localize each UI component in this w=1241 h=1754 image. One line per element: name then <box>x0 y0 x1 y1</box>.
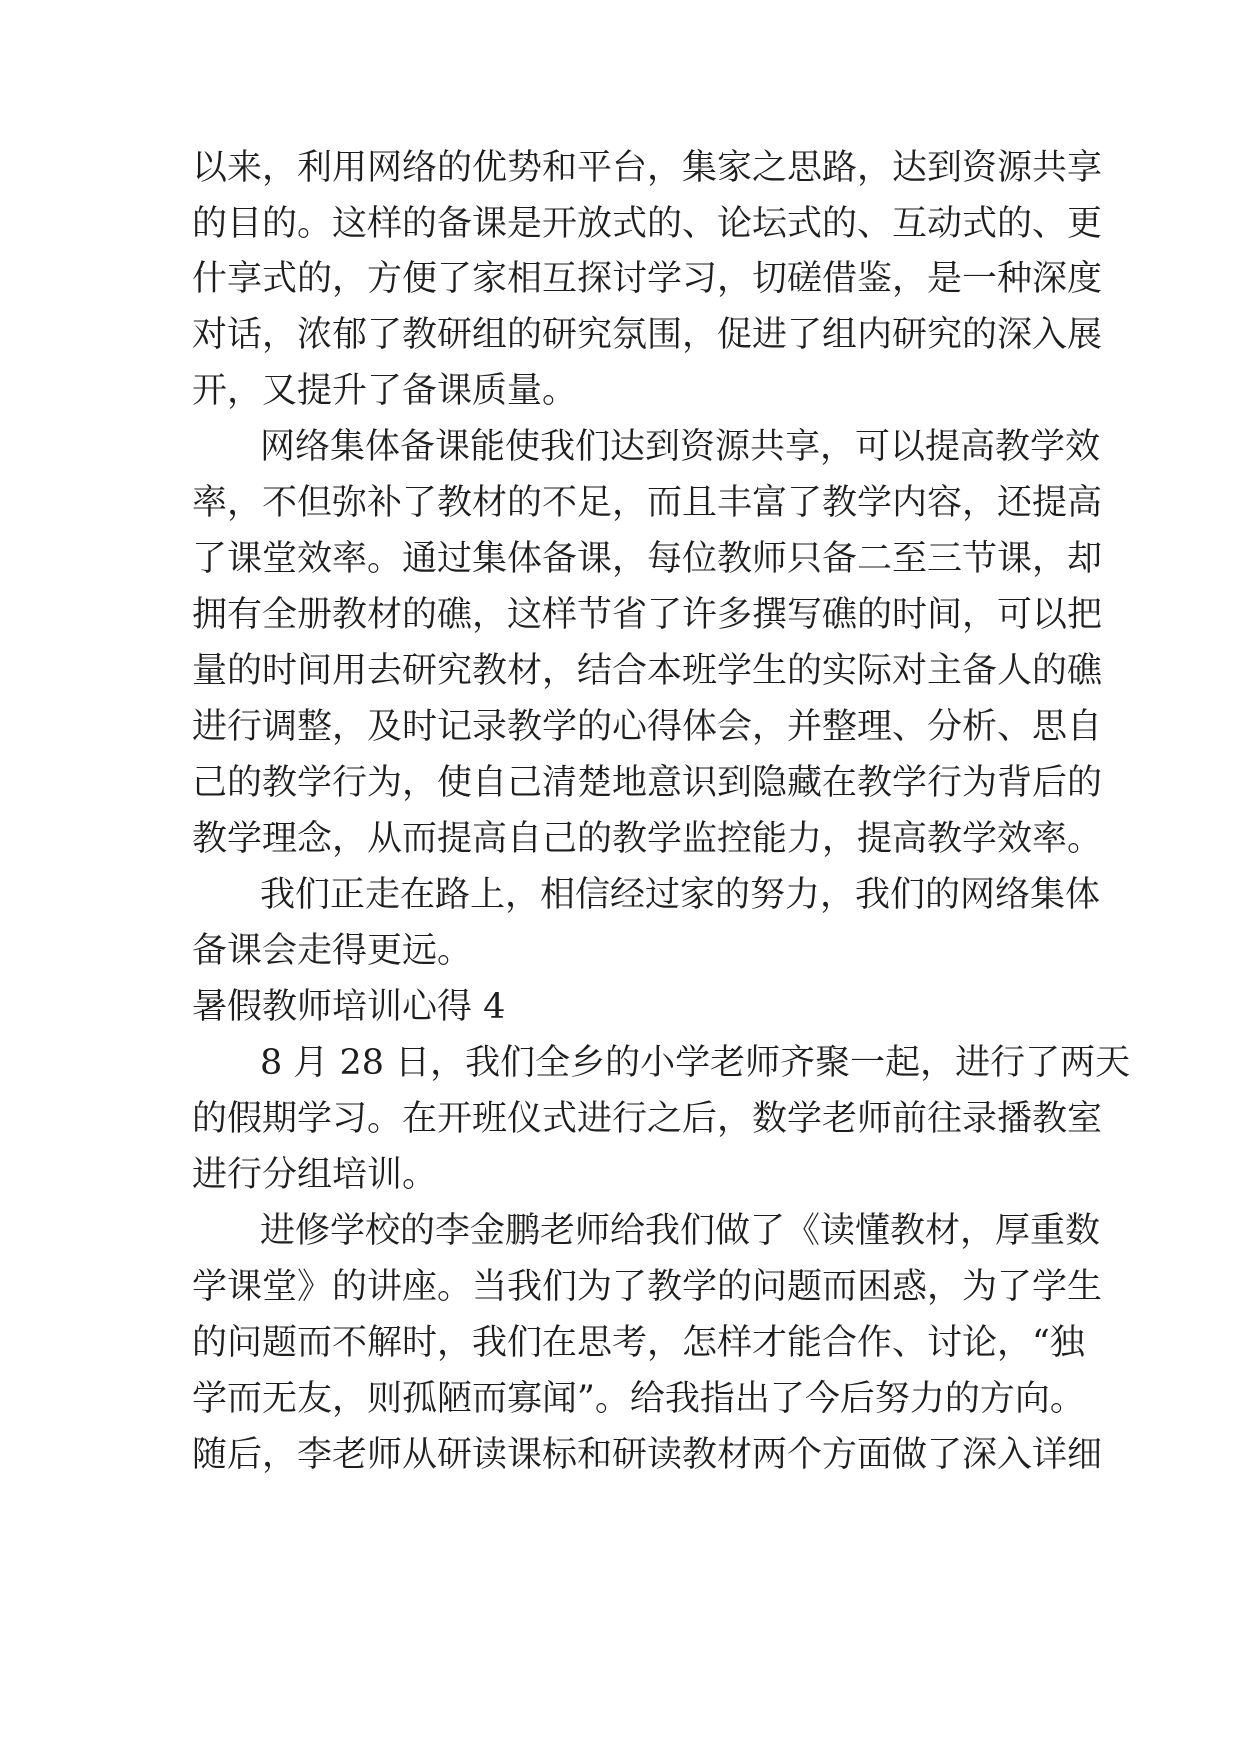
text-line: 拥有全册教材的礁，这样节省了许多撰写礁的时间，可以把 <box>192 595 1103 635</box>
text-line: 进行分组培训。 <box>192 1155 438 1195</box>
text-line: 己的教学行为，使自己清楚地意识到隐藏在教学行为背后的 <box>192 763 1103 803</box>
text-line: 什享式的，方便了家相互探讨学习，切磋借鉴，是一种深度 <box>192 259 1103 299</box>
section-heading: 暑假教师培训心得 4 <box>192 987 506 1027</box>
text-line: 率，不但弥补了教材的不足，而且丰富了教学内容，还提高 <box>192 483 1103 523</box>
text-line: 进行调整，及时记录教学的心得体会，并整理、分析、思自 <box>192 707 1103 747</box>
text-line: 备课会走得更远。 <box>192 931 473 971</box>
text-line: 了课堂效率。通过集体备课，每位教师只备二至三节课，却 <box>192 539 1103 579</box>
text-line: 对话，浓郁了教研组的研究氛围，促进了组内研究的深入展 <box>192 315 1103 355</box>
text-line: 的假期学习。在开班仪式进行之后，数学老师前往录播教室 <box>192 1099 1103 1139</box>
text-line: 量的时间用去研究教材，结合本班学生的实际对主备人的礁 <box>192 651 1103 691</box>
paragraph-start-line: 我们正走在路上，相信经过家的努力，我们的网络集体 <box>260 875 1101 915</box>
text-line: 的目的。这样的备课是开放式的、论坛式的、互动式的、更 <box>192 204 1103 244</box>
paragraph-start-line: 网络集体备课能使我们达到资源共享，可以提高教学效 <box>260 427 1101 467</box>
text-line: 教学理念，从而提高自己的教学监控能力，提高教学效率。 <box>192 819 1103 859</box>
paragraph-start-line: 进修学校的李金鹏老师给我们做了《读懂教材，厚重数 <box>260 1211 1101 1251</box>
text-line: 以来，利用网络的优势和平台，集家之思路，达到资源共享 <box>192 148 1103 188</box>
text-line: 学而无友，则孤陋而寡闻”。给我指出了今后努力的方向。 <box>192 1379 1085 1419</box>
text-line: 的问题而不解时，我们在思考，怎样才能合作、讨论，“独 <box>192 1323 1085 1363</box>
text-line: 随后，李老师从研读课标和研读教材两个方面做了深入详细 <box>192 1435 1103 1475</box>
text-line: 学课堂》的讲座。当我们为了教学的问题而困惑，为了学生 <box>192 1267 1103 1307</box>
paragraph-start-line: 8 月 28 日，我们全乡的小学老师齐聚一起，进行了两天 <box>260 1043 1131 1083</box>
text-line: 开，又提升了备课质量。 <box>192 371 578 411</box>
